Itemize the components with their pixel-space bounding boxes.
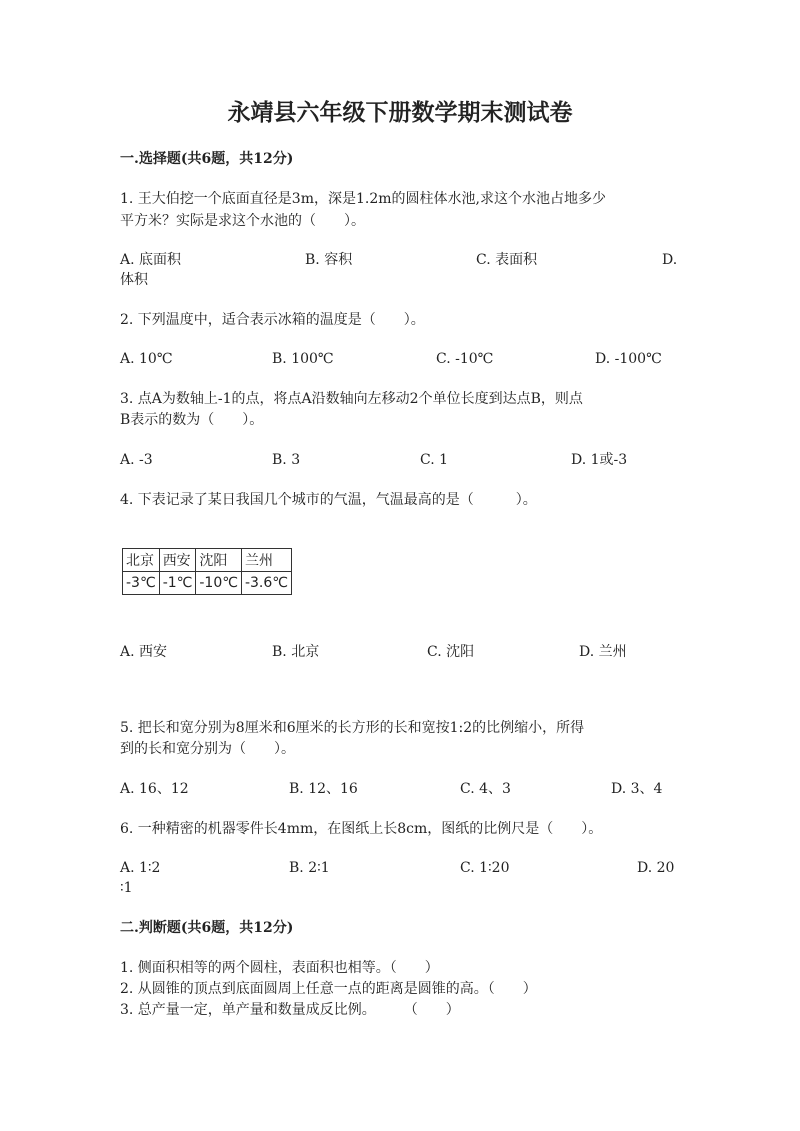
question-6-option-d-wrap: ∶1 [120,880,133,896]
question-5-option-d: D. 3、4 [611,781,663,797]
table-cell: -3.6℃ [241,572,291,595]
question-1-option-b: B. 容积 [305,252,353,268]
question-4-option-a: A. 西安 [120,644,168,660]
table-cell: -1℃ [159,572,196,595]
question-3-line-1: 3. 点A为数轴上-1的点，将点A沿数轴向左移动2个单位长度到达点B，则点 [120,391,583,407]
question-5-option-c: C. 4、3 [460,781,511,797]
question-3-option-a: A. -3 [120,452,153,468]
table-header-cell: 兰州 [241,549,291,572]
section-heading-choice: 一.选择题(共6题，共12分) [120,151,294,167]
question-6-option-b: B. 2∶1 [289,860,330,876]
question-3-option-d: D. 1或-3 [571,452,628,468]
table-cell: -10℃ [196,572,242,595]
question-4-option-d: D. 兰州 [579,644,627,660]
table-header-cell: 北京 [123,549,160,572]
question-5-line-2: 到的长和宽分别为（ ）。 [120,741,295,757]
question-5-line-1: 5. 把长和宽分别为8厘米和6厘米的长方形的长和宽按1:2的比例缩小，所得 [120,720,585,736]
question-6-option-c: C. 1∶20 [460,860,510,876]
judgement-item-1: 1. 侧面积相等的两个圆柱，表面积也相等。（ ） [120,960,439,976]
table-row [123,572,292,595]
question-2-option-c: C. -10℃ [436,351,494,367]
table-header-cell: 沈阳 [196,549,242,572]
question-5-option-a: A. 16、12 [120,781,189,797]
table-header-row [123,549,292,572]
table-cell: -3℃ [123,572,160,595]
question-3-option-b: B. 3 [272,452,301,468]
question-2-line-1: 2. 下列温度中，适合表示冰箱的温度是（ ）。 [120,312,425,328]
question-4-option-b: B. 北京 [272,644,320,660]
question-1-option-d: D. [662,252,678,268]
question-1-option-a: A. 底面积 [120,252,182,268]
table-header-cell: 西安 [159,549,196,572]
question-4-option-c: C. 沈阳 [427,644,475,660]
section-heading-judgement: 二.判断题(共6题，共12分) [120,920,294,936]
judgement-item-2: 2. 从圆锥的顶点到底面圆周上任意一点的距离是圆锥的高。（ ） [120,981,537,997]
question-5-option-b: B. 12、16 [289,781,358,797]
question-1-option-d-wrap: 体积 [120,272,148,288]
judgement-item-3: 3. 总产量一定，单产量和数量成反比例。 （ ） [120,1002,460,1018]
question-4-line-1: 4. 下表记录了某日我国几个城市的气温，气温最高的是（ ）。 [120,492,537,508]
question-6-option-d: D. 20 [637,860,675,876]
question-1-option-c: C. 表面积 [476,252,538,268]
page-title: 永靖县六年级下册数学期末测试卷 [227,99,573,126]
question-6-line-1: 6. 一种精密的机器零件长4mm，在图纸上长8cm，图纸的比例尺是（ ）。 [120,821,603,837]
question-2-option-a: A. 10℃ [120,351,173,367]
question-3-line-2: B表示的数为（ ）。 [120,412,264,428]
question-2-option-d: D. -100℃ [595,351,662,367]
question-1-line-1: 1. 王大伯挖一个底面直径是3m，深是1.2m的圆柱体水池,求这个水池占地多少 [120,191,606,207]
question-1-line-2: 平方米？实际是求这个水池的（ ）。 [120,213,365,229]
question-6-option-a: A. 1∶2 [120,860,161,876]
question-2-option-b: B. 100℃ [272,351,334,367]
city-temperature-table [122,548,292,595]
question-3-option-c: C. 1 [420,452,449,468]
